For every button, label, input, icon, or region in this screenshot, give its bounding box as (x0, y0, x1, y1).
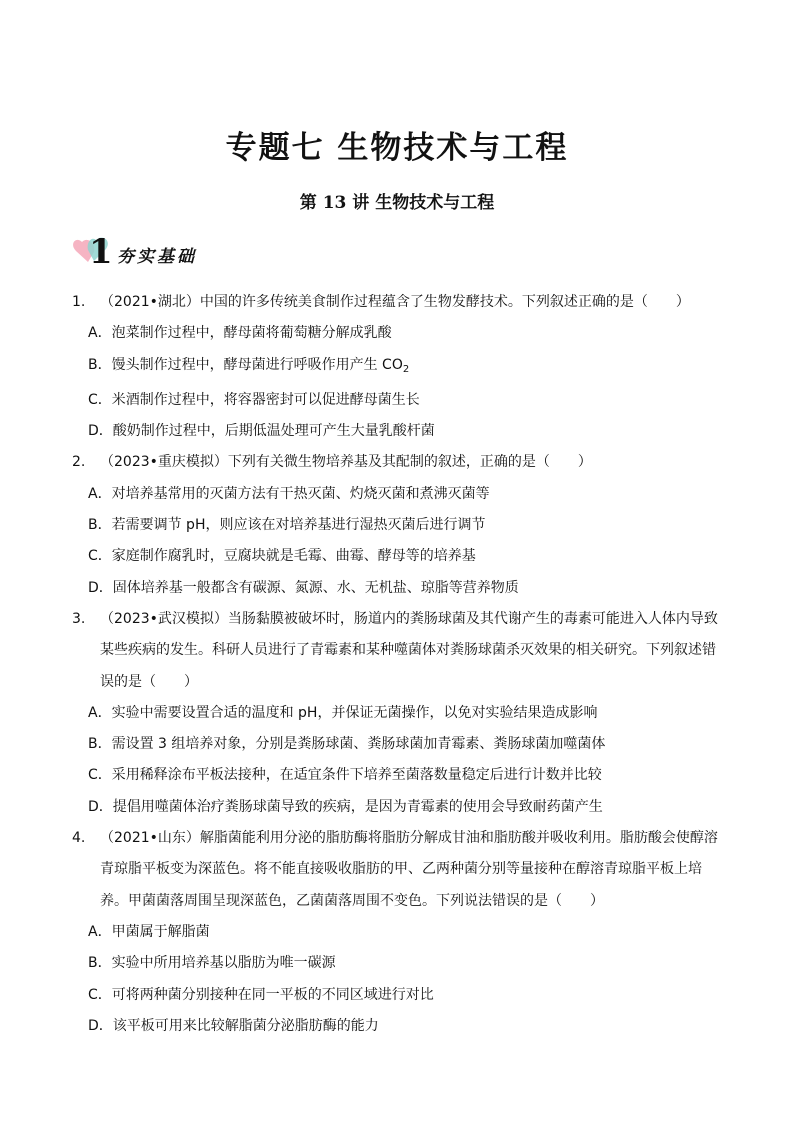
question-item (0, 823, 794, 1042)
question-stem (0, 287, 794, 318)
section-number: 1 (89, 232, 113, 272)
question-number: 2. (72, 454, 86, 471)
question-number: 1. (72, 294, 86, 310)
option-b-text: B．馒头制作过程中，酵母菌进行呼吸作用产生 CO (88, 356, 403, 373)
question-text: （2021•湖北）中国的许多传统美食制作过程蕴含了生物发酵技术。下列叙述正确的是（ ） (100, 294, 690, 310)
lecture-subtitle: 第 13 讲 生物技术与工程 (299, 193, 495, 213)
co2-subscript: 2 (402, 363, 410, 375)
option-a: A．甲菌属于解脂菌 (88, 923, 210, 940)
question-item (0, 604, 794, 823)
option-d: D．酸奶制作过程中，后期低温处理可产生大量乳酸杆菌 (88, 423, 435, 440)
option-c: C．家庭制作腐乳时，豆腐块就是毛霉、曲霉、酵母等的培养基 (88, 548, 476, 565)
option-b: B．若需要调节 pH，则应该在对培养基进行湿热灭菌后进行调节 (88, 517, 486, 534)
option-c: C．采用稀释涂布平板法接种，在适宜条件下培养至菌落数量稳定后进行计数并比较 (88, 767, 602, 784)
question-text: （2023•武汉模拟）当肠黏膜被破坏时，肠道内的粪肠球菌及其代谢产生的毒素可能进入人体内导致某些疾病的发生。科研人员进行了青霉素和某种噬菌体对粪肠球菌杀灭效果的相关研究。下列叙述错误的是（ ） (100, 610, 718, 690)
question-stem (0, 604, 794, 698)
option-c: C．可将两种菌分别接种在同一平板的不同区域进行对比 (88, 986, 434, 1003)
question-list (0, 287, 794, 1042)
option-d: D．提倡用噬菌体治疗粪肠球菌导致的疾病，是因为青霉素的使用会导致耐药菌产生 (88, 798, 603, 815)
option-d: D．该平板可用来比较解脂菌分泌脂肪酶的能力 (88, 1017, 379, 1034)
option-b: B．实验中所用培养基以脂肪为唯一碳源 (88, 955, 336, 972)
question-text: （2021•山东）解脂菌能利用分泌的脂肪酶将脂肪分解成甘油和脂肪酸并吸收利用。脂肪酸会使醇溶青琼脂平板变为深蓝色。将不能直接吸收脂肪的甲、乙两种菌分别等量接种在醇溶青琼脂平板上培养。甲菌菌落周围呈现深蓝色，乙菌菌落周围不变色。下列说法错误的是（ ） (100, 830, 718, 909)
option-c: C．米酒制作过程中，将容器密封可以促进酵母菌生长 (88, 391, 420, 408)
question-item (0, 447, 794, 603)
page-title: 专题七 生物技术与工程 (225, 130, 569, 166)
option-d: D．固体培养基一般都含有碳源、氮源、水、无机盐、琼脂等营养物质 (88, 579, 519, 596)
question-number: 4. (72, 830, 86, 847)
option-a: A．泡菜制作过程中，酵母菌将葡萄糖分解成乳酸 (88, 325, 392, 342)
section-label: 夯实基础 (117, 247, 197, 267)
question-stem (0, 823, 794, 917)
question-item (0, 287, 794, 447)
question-stem (0, 447, 794, 478)
option-b (0, 350, 794, 385)
option-a: A．对培养基常用的灭菌方法有干热灭菌、灼烧灭菌和煮沸灭菌等 (88, 485, 490, 502)
option-a: A．实验中需要设置合适的温度和 pH，并保证无菌操作，以免对实验结果造成影响 (88, 704, 598, 721)
question-number: 3. (72, 610, 86, 627)
question-text: （2023•重庆模拟）下列有关微生物培养基及其配制的叙述，正确的是（ ） (100, 454, 592, 471)
section-header (72, 234, 252, 274)
option-b: B．需设置 3 组培养对象，分别是粪肠球菌、粪肠球菌加青霉素、粪肠球菌加噬菌体 (88, 736, 606, 753)
